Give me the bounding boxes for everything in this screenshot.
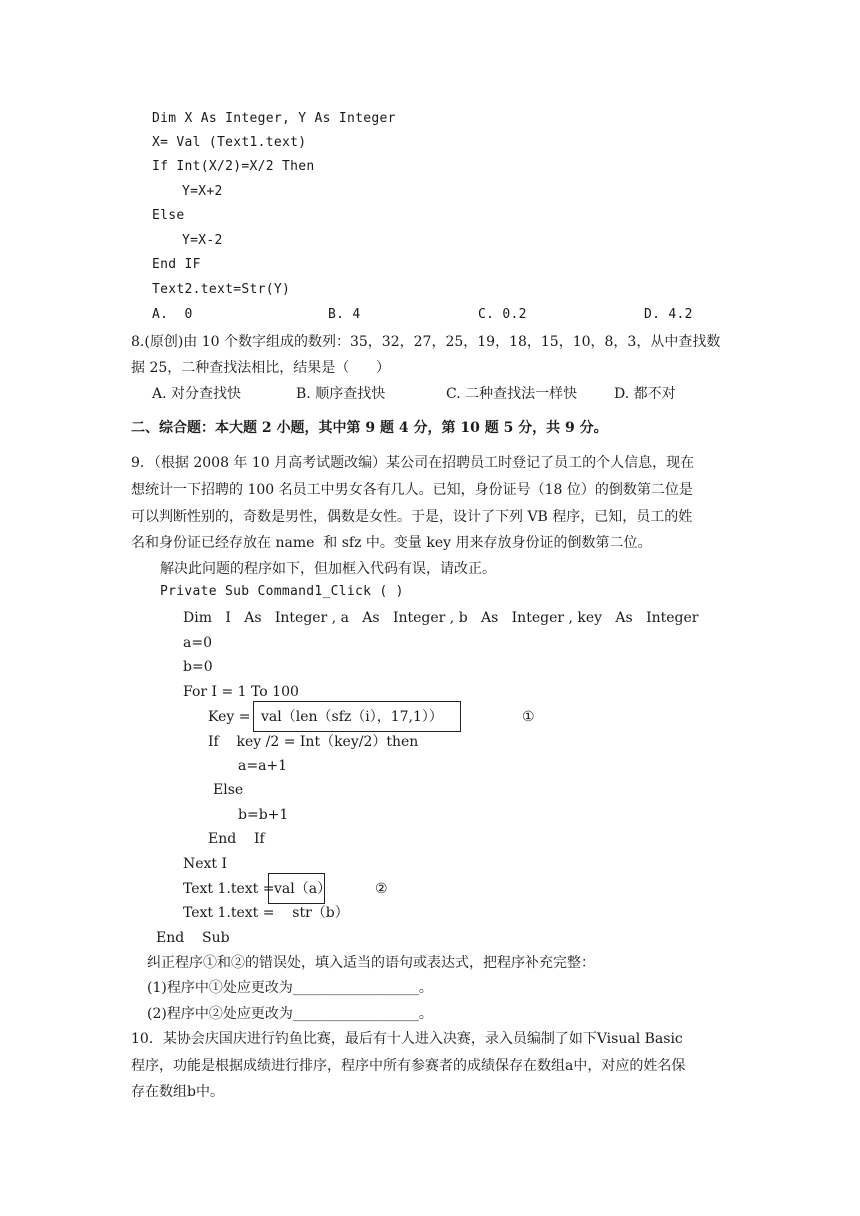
q9-paragraph-line: 可以判断性别的，奇数是男性，偶数是女性。于是，设计了下列 VB 程序，已知，员工的姓 (131, 509, 693, 525)
code-text1-boxed-expression: val（a） (274, 881, 332, 897)
q8-text-line-1: 8.(原创)由 10 个数字组成的数列：35，32，27，25，19，18，15，10，8，3，从中查找数 (131, 334, 721, 350)
code-endif-line: End If (208, 831, 265, 847)
code-key-boxed-expression: val（len（sfz（i），17,1）） (261, 709, 443, 725)
q10-text-line: 10．某协会庆国庆进行钓鱼比赛，最后有十人进入决赛，录入员编制了如下Visual Basic (131, 1031, 683, 1047)
q8-option-b: B. 顺序查找快 (296, 386, 386, 402)
section-heading: 二、综合题：本大题 2 小题，其中第 9 题 4 分，第 10 题 5 分，共 9 分。 (131, 420, 608, 436)
code-line: Else (152, 208, 185, 223)
code-line: If Int(X/2)=X/2 Then (152, 159, 315, 174)
q9-paragraph-line: 想统计一下招聘的 100 名员工中男女各有几人。已知，身份证号（18 位）的倒数第二位是 (131, 482, 693, 498)
q10-text-line: 程序，功能是根据成绩进行排序，程序中所有参赛者的成绩保存在数组a中，对应的姓名保 (131, 1058, 686, 1074)
q7-option-a: A. 0 (152, 307, 193, 322)
code-line: b=0 (183, 659, 213, 675)
code-for-line: For I = 1 To 100 (183, 684, 299, 700)
q8-text-line-2: 据 25，二种查找法相比，结果是（ ） (131, 360, 390, 376)
q10-text-line: 存在数组b中。 (131, 1084, 224, 1100)
code-endsub-line: End Sub (156, 930, 230, 946)
code-sub-header: Private Sub Command1_Click ( ) (160, 584, 404, 599)
q9-paragraph-line: 9．（根据 2008 年 10 月高考试题改编）某公司在招聘员工时登记了员工的个人信息，现在 (131, 455, 695, 471)
code-line: Y=X-2 (182, 233, 223, 248)
code-line: a=0 (183, 635, 212, 651)
q9-blank-1: (1)程序中①处应更改为__________________。 (147, 980, 433, 996)
q9-blank-2: (2)程序中②处应更改为__________________。 (147, 1006, 433, 1022)
code-line: b=b+1 (238, 807, 289, 823)
q8-option-c: C. 二种查找法一样快 (446, 386, 578, 402)
code-else-line: Else (213, 782, 244, 798)
q9-paragraph-line: 名和身份证已经存放在 name 和 sfz 中。变量 key 用来存放身份证的倒数第二位。 (131, 535, 652, 551)
code-line: a=a+1 (238, 758, 288, 774)
q7-option-c: C. 0.2 (478, 307, 527, 322)
code-if-line: If key /2 = Int（key/2）then (208, 734, 419, 750)
q8-option-d: D. 都不对 (614, 386, 676, 402)
code-text1b-line: Text 1.text = str（b） (183, 905, 349, 921)
marker-1: ① (522, 709, 535, 725)
code-line: End IF (152, 257, 201, 272)
q9-intro: 解决此问题的程序如下，但加框入代码有误，请改正。 (160, 561, 496, 577)
code-line: Dim X As Integer, Y As Integer (152, 111, 396, 126)
marker-2: ② (375, 881, 388, 897)
q7-option-b: B. 4 (328, 307, 361, 322)
code-line: Y=X+2 (182, 184, 223, 199)
code-key-prefix: Key = (208, 709, 251, 725)
q9-instruction: 纠正程序①和②的错误处，填入适当的语句或表达式，把程序补充完整： (147, 955, 595, 971)
q8-option-a: A. 对分查找快 (152, 386, 242, 402)
q7-option-d: D. 4.2 (644, 307, 693, 322)
code-next-line: Next I (183, 856, 228, 872)
code-line: X= Val (Text1.text) (152, 135, 307, 150)
code-text1-prefix: Text 1.text = (183, 881, 275, 897)
code-line: Text2.text=Str(Y) (152, 282, 291, 297)
code-dim-line: Dim I As Integer , a As Integer , b As Integer , key As Integer (183, 610, 699, 626)
